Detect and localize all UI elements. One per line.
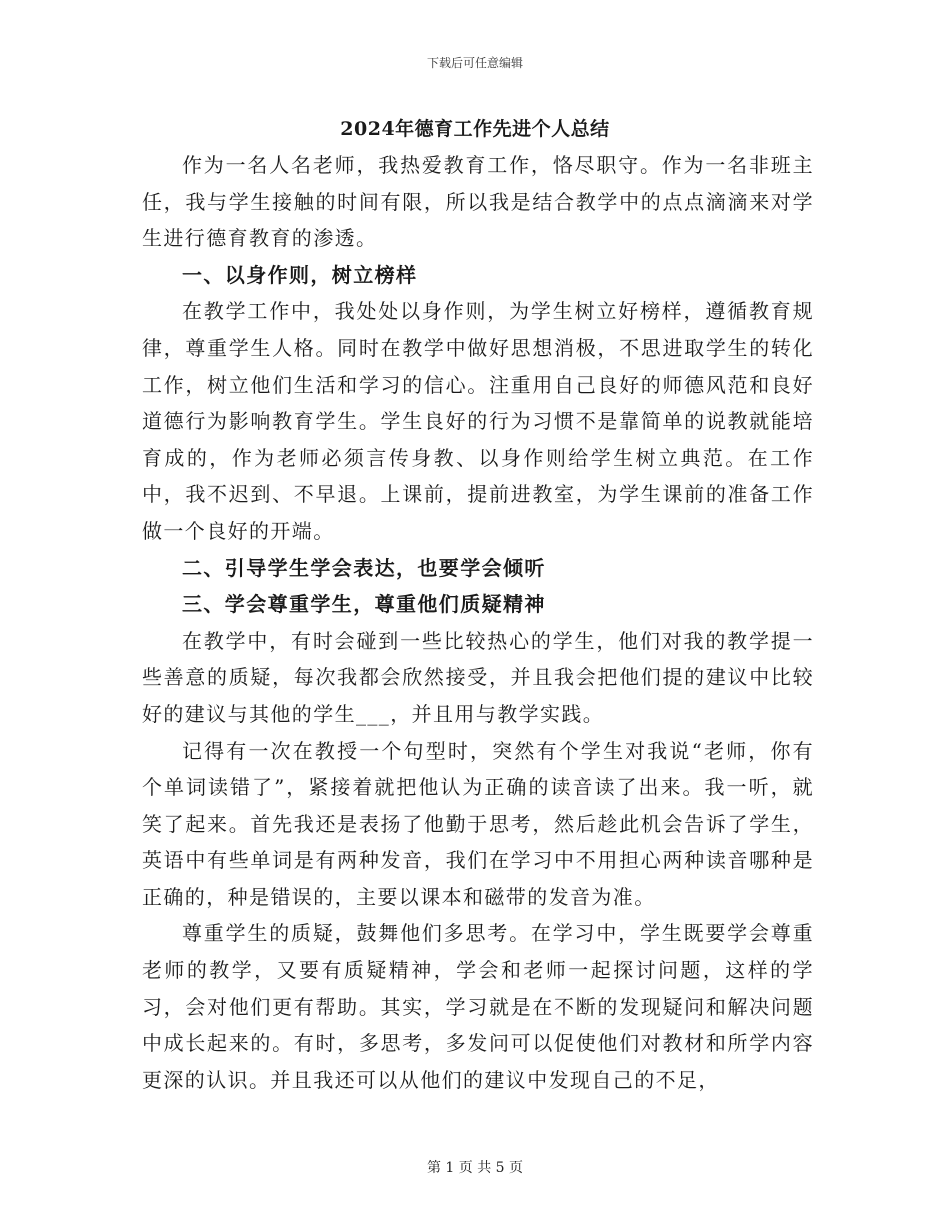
page-header-note: 下载后可任意编辑	[426, 56, 523, 70]
paragraph-section-1: 在教学工作中，我处处以身作则，为学生树立好榜样，遵循教育规律，尊重学生人格。同时在教学中做好思想消极，不思进取学生的转化工作，树立他们生活和学习的信心。注重用自己良好的师德风范和良好道德行为影响教育学生。学生良好的行为习惯不是靠简单的说教就能培育成的，作为老师必须言传身教、以身作则给学生树立典范。在工作中，我不迟到、不早退。上课前，提前进教室，为学生课前的准备工作做一个良好的开端。	[142, 299, 814, 543]
section-heading-2: 二、引导学生学会表达，也要学会倾听	[182, 555, 546, 580]
paragraph-section-3c: 尊重学生的质疑，鼓舞他们多思考。在学习中，学生既要学会尊重老师的教学，又要有质疑精神，学会和老师一起探讨问题，这样的学习，会对他们更有帮助。其实，学习就是在不断的发现疑问和解决问题中成长起来的。有时，多思考，多发问可以促使他们对教材和所学内容更深的认识。并且我还可以从他们的建议中发现自己的不足，	[142, 921, 814, 1092]
paragraph-section-3b: 记得有一次在教授一个句型时，突然有个学生对我说“老师，你有个单词读错了”，紧接着就把他认为正确的读音读了出来。我一听，就笑了起来。首先我还是表扬了他勤于思考，然后趁此机会告诉了学生，英语中有些单词是有两种发音，我们在学习中不用担心两种读音哪种是正确的，种是错误的，主要以课本和磁带的发音为准。	[142, 738, 814, 909]
section-heading-1: 一、以身作则，树立榜样	[182, 262, 418, 287]
page-number: 第 1 页 共 5 页	[426, 1160, 524, 1176]
document-body	[142, 147, 814, 1098]
document-title: 2024年德育工作先进个人总结	[340, 118, 610, 140]
paragraph-section-3a: 在教学中，有时会碰到一些比较热心的学生，他们对我的教学提一些善意的质疑，每次我都会欣然接受，并且我会把他们提的建议中比较好的建议与其他的学生___，并且用与教学实践。	[142, 628, 814, 726]
paragraph-intro: 作为一名人名老师，我热爱教育工作，恪尽职守。作为一名非班主任，我与学生接触的时间有限，所以我是结合教学中的点点滴滴来对学生进行德育教育的渗透。	[142, 153, 814, 251]
section-heading-3: 三、学会尊重学生，尊重他们质疑精神	[182, 592, 546, 617]
